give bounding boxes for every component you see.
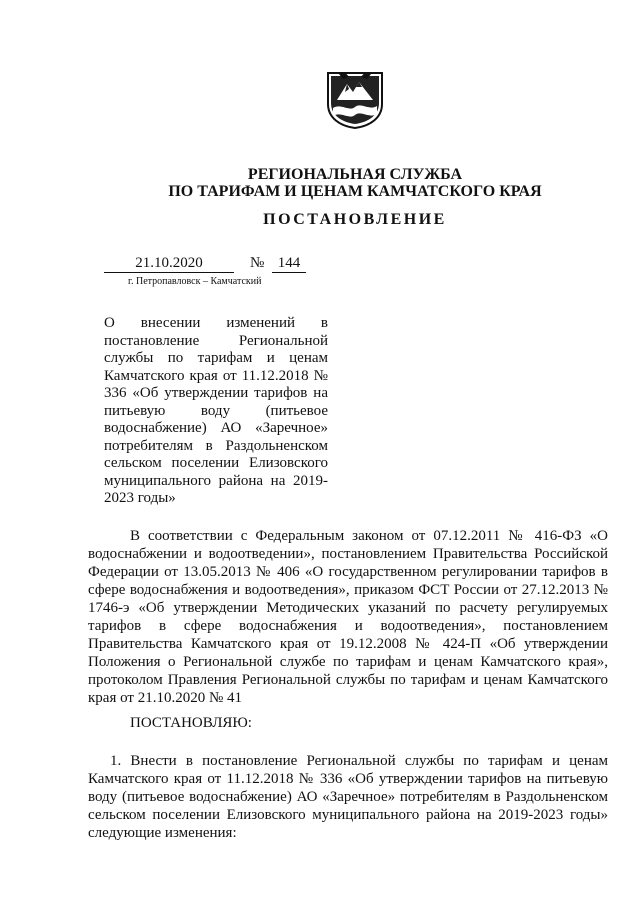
organization-name-line1: РЕГИОНАЛЬНАЯ СЛУЖБА xyxy=(247,166,463,183)
document-number: 144 xyxy=(272,255,306,273)
kamchatka-coat-of-arms-icon xyxy=(325,70,385,130)
organization-name-line2: ПО ТАРИФАМ И ЦЕНАМ КАМЧАТСКОГО КРАЯ xyxy=(168,183,542,200)
item-1-paragraph: 1. Внести в постановление Региональной службы по тарифам и ценам Камчатского края от 11.12.2018 № 336 «Об утверждении тарифов на питьевую воду (питьевое водоснабжение) АО «Заречное» потребителям в Раздольненском сельском поселении Елизовского муниципального района на 2019-2023 годы» следующие изменения: xyxy=(88,753,608,841)
preamble-paragraph: В соответствии с Федеральным законом от 07.12.2011 № 416-ФЗ «О водоснабжении и водоотведении», постановлением Правительства Российской Федерации от 13.05.2013 № 406 «О государственном регулировании тарифов в сфере водоснабжения и водоотведения», приказом ФСТ России от 27.12.2013 № 1746-э «Об утверждении Методических указаний по расчету регулируемых тарифов в сфере водоснабжения и водоотведения», постановлением Правительства Камчатского края от 19.12.2008 № 424-П «Об утверждении Положения о Региональной службе по тарифам и ценам Камчатского края», протоколом Правления Региональной службы по тарифам и ценам Камчатского края от 21.10.2020 № 41 xyxy=(88,528,608,706)
resolve-heading: ПОСТАНОВЛЯЮ: xyxy=(130,715,252,731)
document-date: 21.10.2020 xyxy=(104,255,234,273)
number-sign: № xyxy=(250,255,265,271)
city-of-issue: г. Петропавловск – Камчатский xyxy=(128,276,262,287)
document-subject: О внесении изменений в постановление Региональной службы по тарифам и ценам Камчатского края от 11.12.2018 № 336 «Об утверждении тарифов на питьевую воду (питьевое водоснабжение) АО «Заречное» потребителям в Раздольненском сельском поселении Елизовского муниципального района на 2019-2023 годы» xyxy=(104,315,328,506)
document-type-title: ПОСТАНОВЛЕНИЕ xyxy=(263,211,447,228)
